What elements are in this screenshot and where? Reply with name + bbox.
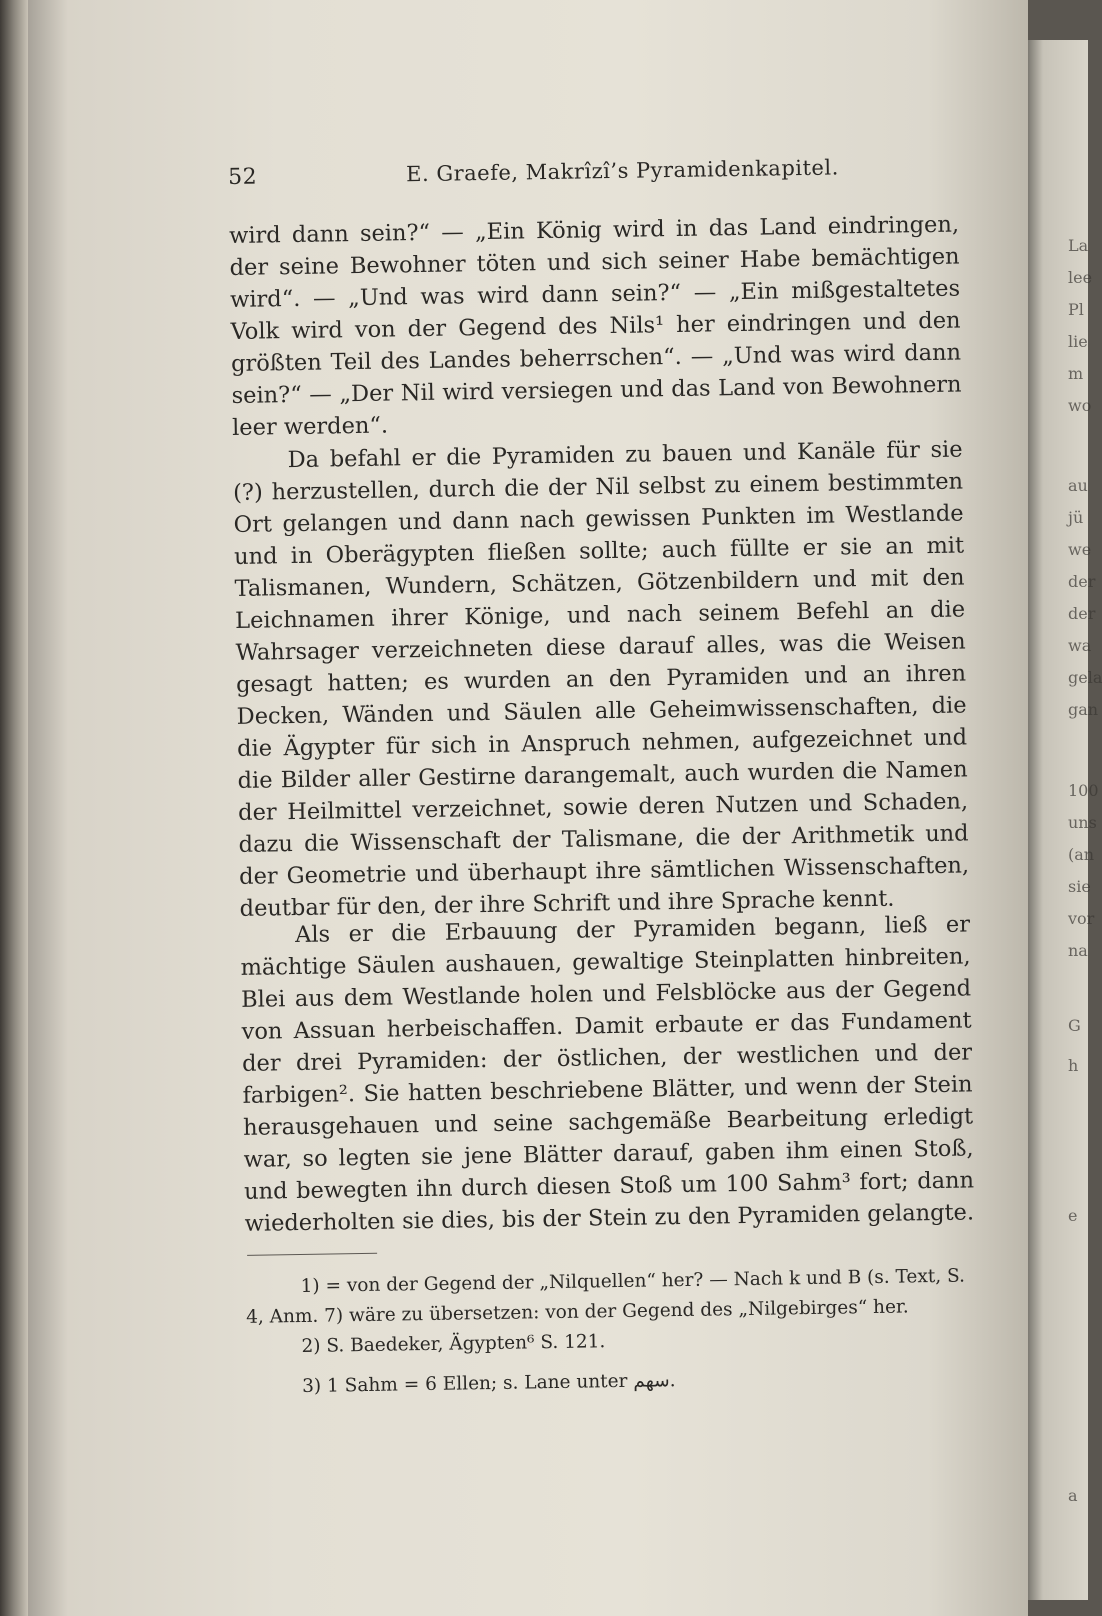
facing-fragment: we <box>1068 540 1092 559</box>
facing-fragment: wo <box>1068 396 1092 415</box>
facing-fragment: sie <box>1068 877 1091 896</box>
facing-fragment: vor <box>1068 909 1095 928</box>
footnote-1: 1) = von der Gegend der „Nilquellen“ her? — Nach k und B (s. Text, S. 4, Anm. 7) wäre zu übersetzen: von der Gegend des „Nilgebirges“ her. <box>245 1265 966 1328</box>
book-page <box>28 0 1028 1616</box>
facing-fragment: na <box>1068 941 1088 960</box>
paragraph-2: Da befahl er die Pyramiden zu bauen und Kanäle für sie (?) herzustellen, durch die der Nil selbst zu einem bestimmten Ort gelangen und dann nach gewissen Punkten im Westlande und in Oberägypten fließen sollte; auch füllte er sie an mit Talismanen, Wundern, Schätzen, Götzenbildern und mit den Leichnamen ihrer Könige, und nach seinem Befehl an die Wahrsager verzeichneten diese darauf alles, was die Weisen gesagt hatten; es wurden an den Pyramiden und an ihren Decken, Wänden und Säulen alle Geheimwissenschaften, die die Ägypter für sich in Anspruch nehmen, aufgezeichnet und die Bilder aller Gestirne darangemalt, auch wurden die Namen der Heilmittel verzeichnet, sowie deren Nutzen und Schaden, dazu die Wissenschaft der Talismane, die der Arithmetik und der Geometrie und überhaupt ihre sämtlichen Wissenschaften, deutbar für den, der ihre Schrift und ihre Sprache kennt. <box>232 436 970 922</box>
footnote-2: 2) S. Baedeker, Ägypten⁶ S. 121. <box>301 1331 606 1357</box>
running-head <box>228 153 988 197</box>
facing-fragment: jü <box>1068 508 1084 527</box>
facing-fragment: (an <box>1068 845 1095 864</box>
running-title: E. Graefe, Makrîzî’s Pyramidenkapitel. <box>405 155 839 187</box>
facing-fragment: au <box>1068 476 1088 495</box>
facing-fragment: lee <box>1068 268 1093 287</box>
facing-fragment: h <box>1068 1056 1079 1075</box>
paragraph-1: wird dann sein?“ — „Ein König wird in das Land eindringen, der seine Bewohner töten und sich seiner Habe bemächtigen wird“. — „Und was wird dann sein?“ — „Ein mißgestaltetes Volk wird von der Gegend des Nils¹ her eindringen und den größten Teil des Landes beherrschen“. — „Und was wird dann sein?“ — „Der Nil wird versiegen und das Land von Bewohnern leer werden“. <box>228 211 962 441</box>
facing-page-edge <box>1028 40 1102 1600</box>
facing-fragment: La <box>1068 236 1089 255</box>
facing-fragment: e <box>1068 1206 1078 1225</box>
facing-fragment: gan <box>1068 700 1099 719</box>
facing-fragment: a <box>1068 1486 1078 1505</box>
facing-fragment: Pl <box>1068 300 1084 319</box>
facing-fragment: lie <box>1068 332 1088 351</box>
facing-fragment: der <box>1068 604 1096 623</box>
paragraph-3: Als er die Erbauung der Pyramiden begann, ließ er mächtige Säulen aushauen, gewaltige Steinplatten hinbreiten, Blei aus dem Westlande holen und Felsblöcke aus der Gegend von Assuan herbeischaffen. Damit erbaute er das Fundament der drei Pyramiden: der östlichen, der westlichen und der farbigen². Sie hatten beschriebene Blätter, und wenn der Stein herausgehauen und seine sachgemäße Bearbeitung erledigt war, so legten sie jene Blätter darauf, gaben ihm einen Stoß, und bewegten ihn durch diesen Stoß um 100 Sahm³ fort; dann wiederholten sie dies, bis der Stein zu den Pyramiden gelangte. <box>240 911 975 1237</box>
page-text-block <box>228 153 988 1397</box>
facing-fragment: uns <box>1068 813 1097 832</box>
footnote-divider <box>247 1253 377 1256</box>
facing-fragment: wa <box>1068 636 1092 655</box>
facing-fragment: der <box>1068 572 1096 591</box>
facing-fragment: m <box>1068 364 1084 383</box>
facing-fragment: 100 <box>1068 781 1099 800</box>
footnotes <box>245 1261 977 1402</box>
page-number: 52 <box>228 164 258 190</box>
facing-fragment: G <box>1068 1016 1081 1035</box>
facing-fragment: gela <box>1068 668 1102 687</box>
footnote-3: 3) 1 Sahm = 6 Ellen; s. Lane unter سهم. <box>302 1370 676 1397</box>
